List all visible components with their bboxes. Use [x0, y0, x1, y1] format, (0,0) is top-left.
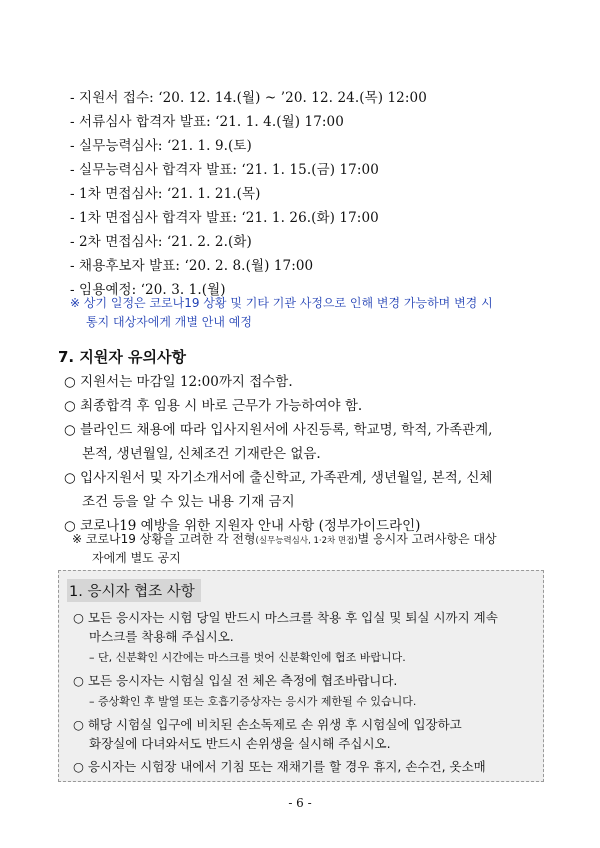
notice-item-availability: ○ 최종합격 후 임용 시 바로 근무가 가능하여야 함.: [64, 398, 363, 414]
box-item-hygiene-l1: ○ 해당 시험실 입구에 비치된 손소독제로 손 위생 후 시험실에 입장하고: [73, 717, 462, 732]
box-sub-symptoms: – 증상확인 후 발열 또는 호흡기증상자는 응시가 제한될 수 있습니다.: [89, 695, 417, 708]
schedule-item-interview1: - 1차 면접심사: ‘21. 1. 21.(목): [70, 186, 261, 202]
box-item-mask-l1: ○ 모든 응시자는 시험 당일 반드시 마스크를 착용 후 입실 및 퇴실 시까지 계속: [73, 610, 498, 625]
schedule-item-practical-result: - 실무능력심사 합격자 발표: ‘21. 1. 15.(금) 17:00: [70, 162, 379, 178]
box-item-temperature: ○ 모든 응시자는 시험실 입실 전 체온 측정에 협조바랍니다.: [73, 673, 398, 688]
schedule-item-interview2: - 2차 면접심사: ‘21. 2. 2.(화): [70, 234, 252, 250]
notice-item-prohibit-l1: ○ 입사지원서 및 자기소개서에 출신학교, 가족관계, 생년월일, 본적, 신체: [64, 470, 493, 486]
notice-item-blind-l2: 본적, 생년월일, 신체조건 기재란은 없음.: [82, 446, 321, 462]
schedule-note-line2: 통지 대상자에게 개별 안내 예정: [86, 315, 252, 329]
schedule-item-interview1-result: - 1차 면접심사 합격자 발표: ‘21. 1. 26.(화) 17:00: [70, 210, 379, 226]
covid-note-line1: ※ 코로나19 상황을 고려한 각 전형(실무능력심사, 1·2차 면접)별 응시자 고려사항은 대상: [72, 532, 497, 546]
schedule-item-document-result: - 서류심사 합격자 발표: ‘21. 1. 4.(월) 17:00: [70, 114, 344, 130]
schedule-item-appointment: - 임용예정: ‘20. 3. 1.(월): [70, 282, 226, 298]
box-sub-identity: – 단, 신분확인 시간에는 마스크를 벗어 신분확인에 협조 바랍니다.: [89, 651, 406, 664]
schedule-item-practical-test: - 실무능력심사: ‘21. 1. 9.(토): [70, 138, 252, 154]
schedule-item-candidate-announce: - 채용후보자 발표: ‘20. 2. 8.(월) 17:00: [70, 258, 314, 274]
cooperation-box: [58, 570, 544, 782]
page-number: - 6 -: [288, 796, 312, 810]
notice-item-covid: ○ 코로나19 예방을 위한 지원자 안내 사항 (정부가이드라인): [64, 518, 421, 534]
covid-note-line2: 자에게 별도 공지: [92, 551, 181, 565]
notice-item-prohibit-l2: 조건 등을 알 수 있는 내용 기재 금지: [82, 494, 295, 510]
notice-item-blind-l1: ○ 블라인드 채용에 따라 입사지원서에 사진등록, 학교명, 학적, 가족관계,: [64, 422, 493, 438]
schedule-note-line1: ※ 상기 일정은 코로나19 상황 및 기타 기관 사정으로 인해 변경 가능하며 변경 시: [70, 296, 493, 310]
notice-item-deadline: ○ 지원서는 마감일 12:00까지 접수함.: [64, 374, 293, 390]
box-item-hygiene-l2: 화장실에 다녀와서도 반드시 손위생을 실시해 주십시오.: [89, 736, 391, 751]
section-heading: 7. 지원자 유의사항: [58, 348, 187, 366]
box-item-mask-l2: 마스크를 착용해 주십시오.: [89, 629, 234, 644]
schedule-item-application: - 지원서 접수: ‘20. 12. 14.(월) ~ ’20. 12. 24.(목) 12:00: [70, 90, 427, 106]
box-item-cough: ○ 응시자는 시험장 내에서 기침 또는 재채기를 할 경우 휴지, 손수건, 옷소매: [73, 759, 486, 774]
box-title: 1. 응시자 협조 사항: [67, 579, 201, 602]
